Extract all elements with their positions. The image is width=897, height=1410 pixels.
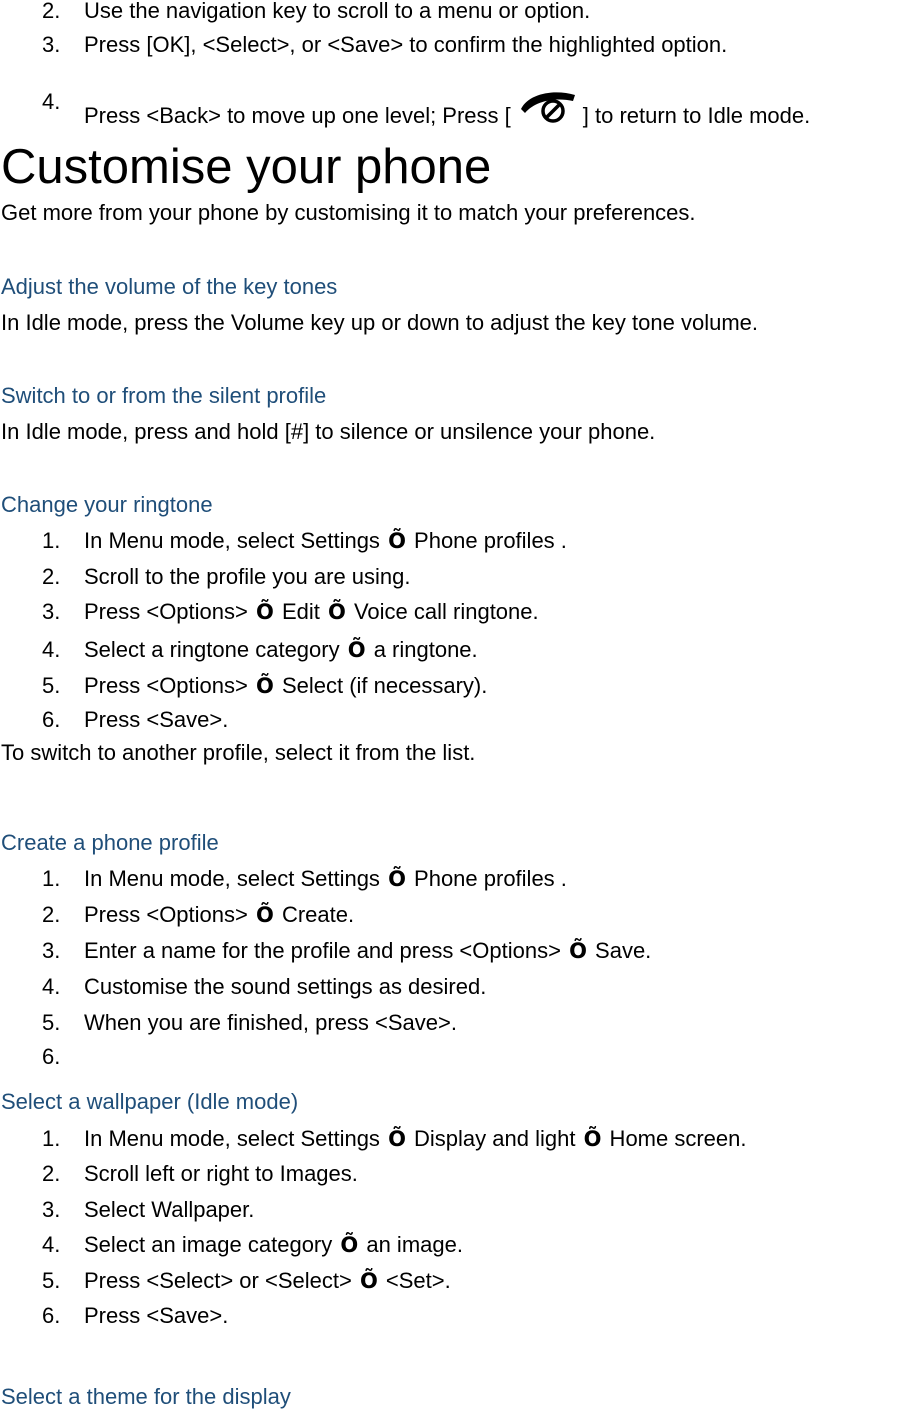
step-number: 1. (42, 866, 61, 891)
arrow-icon: Õ (255, 600, 274, 624)
step-text (84, 1232, 463, 1258)
step-text (84, 866, 567, 892)
section-heading-theme: Select a theme for the display (1, 1384, 291, 1409)
step-text-part: Select an image category (84, 1232, 339, 1257)
step-text-part: Press <Options> (84, 673, 254, 698)
step-text (84, 637, 478, 663)
arrow-icon: Õ (388, 867, 406, 891)
step-text-part: Press <Options> (84, 902, 254, 927)
step-number: 3. (42, 1197, 61, 1222)
step-number: 4. (42, 89, 61, 114)
arrow-icon: Õ (388, 1127, 406, 1151)
step-text (84, 599, 539, 625)
step-text-part: In Menu mode, select Settings (84, 528, 387, 553)
step-number: 1. (42, 528, 61, 553)
step-text-part: Press <Select> or <Select> (84, 1268, 358, 1293)
step-text (84, 673, 487, 699)
step-text-part: Home screen. (603, 1126, 747, 1151)
step-number: 1. (42, 1126, 61, 1151)
arrow-icon: Õ (255, 903, 274, 927)
step-number: 5. (42, 673, 61, 698)
section-heading-profile: Create a phone profile (1, 830, 219, 855)
section-heading-wallpaper: Select a wallpaper (Idle mode) (1, 1089, 299, 1114)
page-title: Customise your phone (1, 140, 492, 194)
step-text-after: ] to return to Idle mode. (582, 103, 811, 128)
step-text-before: Press <Back> to move up one level; Press [ (84, 103, 511, 128)
step-number: 4. (42, 637, 61, 662)
step-number: 3. (42, 938, 61, 963)
step-number: 2. (42, 1161, 61, 1186)
step-text-part: Create. (275, 902, 355, 927)
step-text-part: In Menu mode, select Settings (84, 866, 387, 891)
step-text-part: Save. (588, 938, 652, 963)
step-text-part: Select (if necessary). (275, 673, 488, 698)
step-text (84, 938, 651, 964)
section-note-ringtone: To switch to another profile, select it from the list. (1, 740, 476, 765)
arrow-icon: Õ (327, 600, 346, 624)
step-text-part: Phone profiles . (407, 866, 567, 891)
step-number: 6. (42, 707, 61, 732)
page-subtitle: Get more from your phone by customising it to match your preferences. (1, 200, 696, 225)
arrow-icon: Õ (583, 1127, 602, 1151)
step-number: 4. (42, 1232, 61, 1257)
step-number: 4. (42, 974, 61, 999)
arrow-icon: Õ (255, 674, 274, 698)
arrow-icon: Õ (569, 939, 587, 963)
section-body-volume: In Idle mode, press the Volume key up or down to adjust the key tone volume. (1, 310, 758, 335)
step-number: 3. (42, 32, 61, 57)
step-text: Select Wallpaper. (84, 1197, 255, 1222)
step-number: 2. (42, 902, 61, 927)
step-text: Use the navigation key to scroll to a menu or option. (84, 0, 591, 23)
arrow-icon: Õ (388, 529, 406, 553)
step-text-part: <Set>. (379, 1268, 451, 1293)
step-text (84, 1268, 451, 1294)
step-text (84, 902, 354, 928)
step-text (84, 528, 567, 554)
step-text-part: Select a ringtone category (84, 637, 346, 662)
step-text-part: Edit (275, 599, 326, 624)
section-body-silent: In Idle mode, press and hold [#] to silence or unsilence your phone. (1, 419, 656, 444)
step-text-part: In Menu mode, select Settings (84, 1126, 387, 1151)
section-heading-silent: Switch to or from the silent profile (1, 383, 327, 408)
step-text-part: Voice call ringtone. (347, 599, 539, 624)
step-number: 6. (42, 1044, 61, 1069)
step-text: Customise the sound settings as desired. (84, 974, 487, 999)
arrow-icon: Õ (359, 1269, 378, 1293)
step-number: 3. (42, 599, 61, 624)
step-text-part: Display and light (407, 1126, 582, 1151)
step-text (84, 89, 810, 129)
arrow-icon: Õ (347, 638, 366, 662)
step-text-part: Press <Options> (84, 599, 254, 624)
step-text-part: Enter a name for the profile and press <Options> (84, 938, 568, 963)
step-number: 6. (42, 1303, 61, 1328)
step-text (84, 1126, 747, 1152)
step-number: 5. (42, 1010, 61, 1035)
step-text-part: a ringtone. (367, 637, 478, 662)
step-text: Press <Save>. (84, 1303, 229, 1328)
step-text: Press <Save>. (84, 707, 229, 732)
step-text: Press [OK], <Select>, or <Save> to confirm the highlighted option. (84, 32, 728, 57)
step-text-part: Phone profiles . (407, 528, 567, 553)
end-call-key-icon (515, 89, 579, 129)
section-heading-ringtone: Change your ringtone (1, 492, 213, 517)
step-text: Scroll left or right to Images. (84, 1161, 358, 1186)
section-heading-volume: Adjust the volume of the key tones (1, 274, 338, 299)
step-number: 2. (42, 564, 61, 589)
arrow-icon: Õ (340, 1233, 359, 1257)
step-text: Scroll to the profile you are using. (84, 564, 411, 589)
step-text: When you are finished, press <Save>. (84, 1010, 457, 1035)
step-number: 5. (42, 1268, 61, 1293)
step-number: 2. (42, 0, 61, 23)
step-text-part: an image. (360, 1232, 463, 1257)
